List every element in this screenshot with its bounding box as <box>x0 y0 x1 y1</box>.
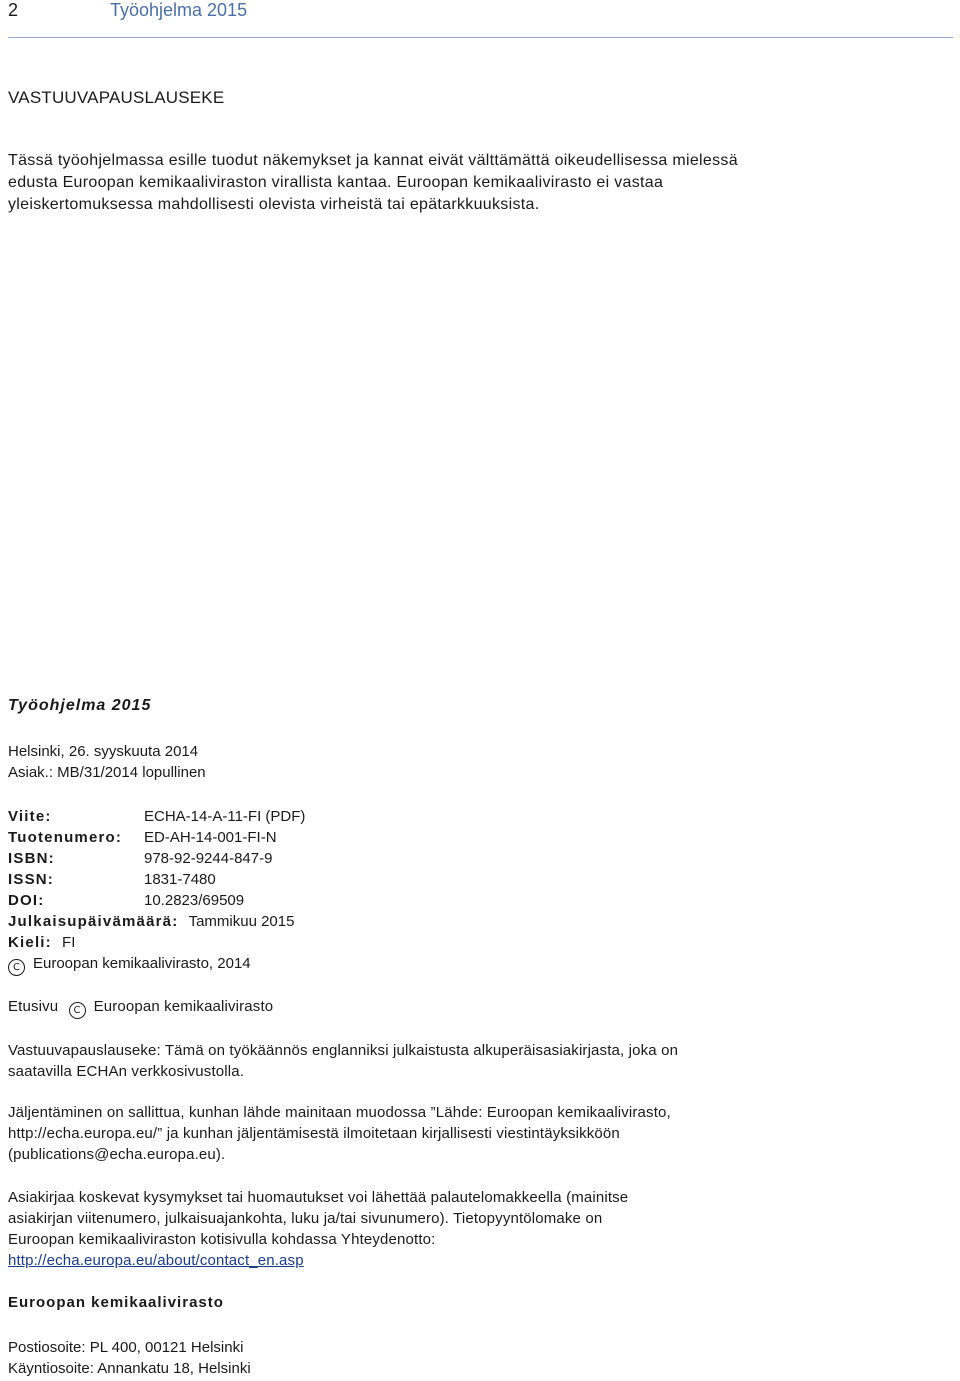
issn-label: ISSN: <box>8 871 55 888</box>
doi-label: DOI: <box>8 892 45 909</box>
agency-name: Euroopan kemikaalivirasto <box>8 1294 224 1311</box>
cover-owner: Euroopan kemikaalivirasto <box>93 998 274 1015</box>
cover-label: Etusivu <box>8 998 59 1015</box>
visiting-address: Käyntiosoite: Annankatu 18, Helsinki <box>8 1360 251 1377</box>
page-header <box>8 0 953 40</box>
meta-row-viite <box>8 806 948 827</box>
contact-link[interactable]: http://echa.europa.eu/about/contact_en.asp <box>8 1252 304 1269</box>
tuotenumero-label: Tuotenumero: <box>8 829 123 846</box>
disclaimer-line: edusta Euroopan kemikaaliviraston virallista kantaa. Euroopan kemikaalivirasto ei vastaa <box>8 174 664 191</box>
viite-value: ECHA-14-A-11-FI (PDF) <box>144 808 306 825</box>
julkaisupaivamaara-label: Julkaisupäivämäärä: <box>8 913 179 930</box>
disclaimer-line: yleiskertomuksessa mahdollisesti olevista virheistä tai epätarkkuuksista. <box>8 196 540 213</box>
document-reference: Asiak.: MB/31/2014 lopullinen <box>8 764 206 781</box>
isbn-label: ISBN: <box>8 850 55 867</box>
agency-address <box>8 1337 948 1379</box>
meta-row-isbn <box>8 848 948 869</box>
copyright-icon: C <box>69 1002 86 1019</box>
feedback-notice <box>8 1187 948 1271</box>
publication-metadata <box>8 806 948 974</box>
header-rule <box>8 37 953 38</box>
issn-value: 1831-7480 <box>144 871 216 888</box>
page-number: 2 <box>8 0 19 20</box>
kieli-value: FI <box>62 934 76 951</box>
meta-row-tuotenumero <box>8 827 948 848</box>
paragraph-line: (publications@echa.europa.eu). <box>8 1146 226 1163</box>
meta-row-issn <box>8 869 948 890</box>
meta-row-doi <box>8 890 948 911</box>
copyright-line <box>8 953 948 974</box>
paragraph-line: Euroopan kemikaaliviraston kotisivulla kohdassa Yhteydenotto: <box>8 1231 436 1248</box>
paragraph-line: http://echa.europa.eu/” ja kunhan jäljentämisestä ilmoitetaan kirjallisesti viestintäyksikköön <box>8 1125 620 1142</box>
kieli-label: Kieli: <box>8 934 52 951</box>
viite-label: Viite: <box>8 808 52 825</box>
reproduction-notice <box>8 1102 948 1165</box>
publication-title: Työohjelma 2015 <box>8 697 152 714</box>
paragraph-line: Vastuuvapauslauseke: Tämä on työkäännös englanniksi julkaistusta alkuperäisasiakirjasta, joka on <box>8 1042 679 1059</box>
publication-info <box>8 741 948 783</box>
julkaisupaivamaara-value: Tammikuu 2015 <box>188 913 295 930</box>
disclaimer-line: Tässä työohjelmassa esille tuodut näkemykset ja kannat eivät välttämättä oikeudellisessa mielessä <box>8 152 738 169</box>
copyright-icon: C <box>8 959 25 976</box>
tuotenumero-value: ED-AH-14-001-FI-N <box>144 829 277 846</box>
cover-credit <box>8 996 948 1019</box>
paragraph-line: asiakirjan viitenumero, julkaisuajankohta, luku ja/tai sivunumero). Tietopyyntölomake on <box>8 1210 603 1227</box>
isbn-value: 978-92-9244-847-9 <box>144 850 273 867</box>
doi-value: 10.2823/69509 <box>144 892 245 909</box>
copyright-text: Euroopan kemikaalivirasto, 2014 <box>33 955 251 972</box>
paragraph-line: saatavilla ECHAn verkkosivustolla. <box>8 1063 245 1080</box>
paragraph-line: Jäljentäminen on sallittua, kunhan lähde mainitaan muodossa ”Lähde: Euroopan kemikaalivirasto, <box>8 1104 671 1121</box>
translation-disclaimer <box>8 1040 948 1082</box>
meta-row-julkaisupaivamaara <box>8 911 948 932</box>
paragraph-line: Asiakirjaa koskevat kysymykset tai huomautukset voi lähettää palautelomakkeella (mainitse <box>8 1189 629 1206</box>
disclaimer-body <box>8 150 948 216</box>
postal-address: Postiosoite: PL 400, 00121 Helsinki <box>8 1339 244 1356</box>
meta-row-kieli <box>8 932 948 953</box>
disclaimer-heading: VASTUUVAPAUSLAUSEKE <box>8 88 225 107</box>
running-title: Työohjelma 2015 <box>110 0 248 20</box>
place-date: Helsinki, 26. syyskuuta 2014 <box>8 743 199 760</box>
